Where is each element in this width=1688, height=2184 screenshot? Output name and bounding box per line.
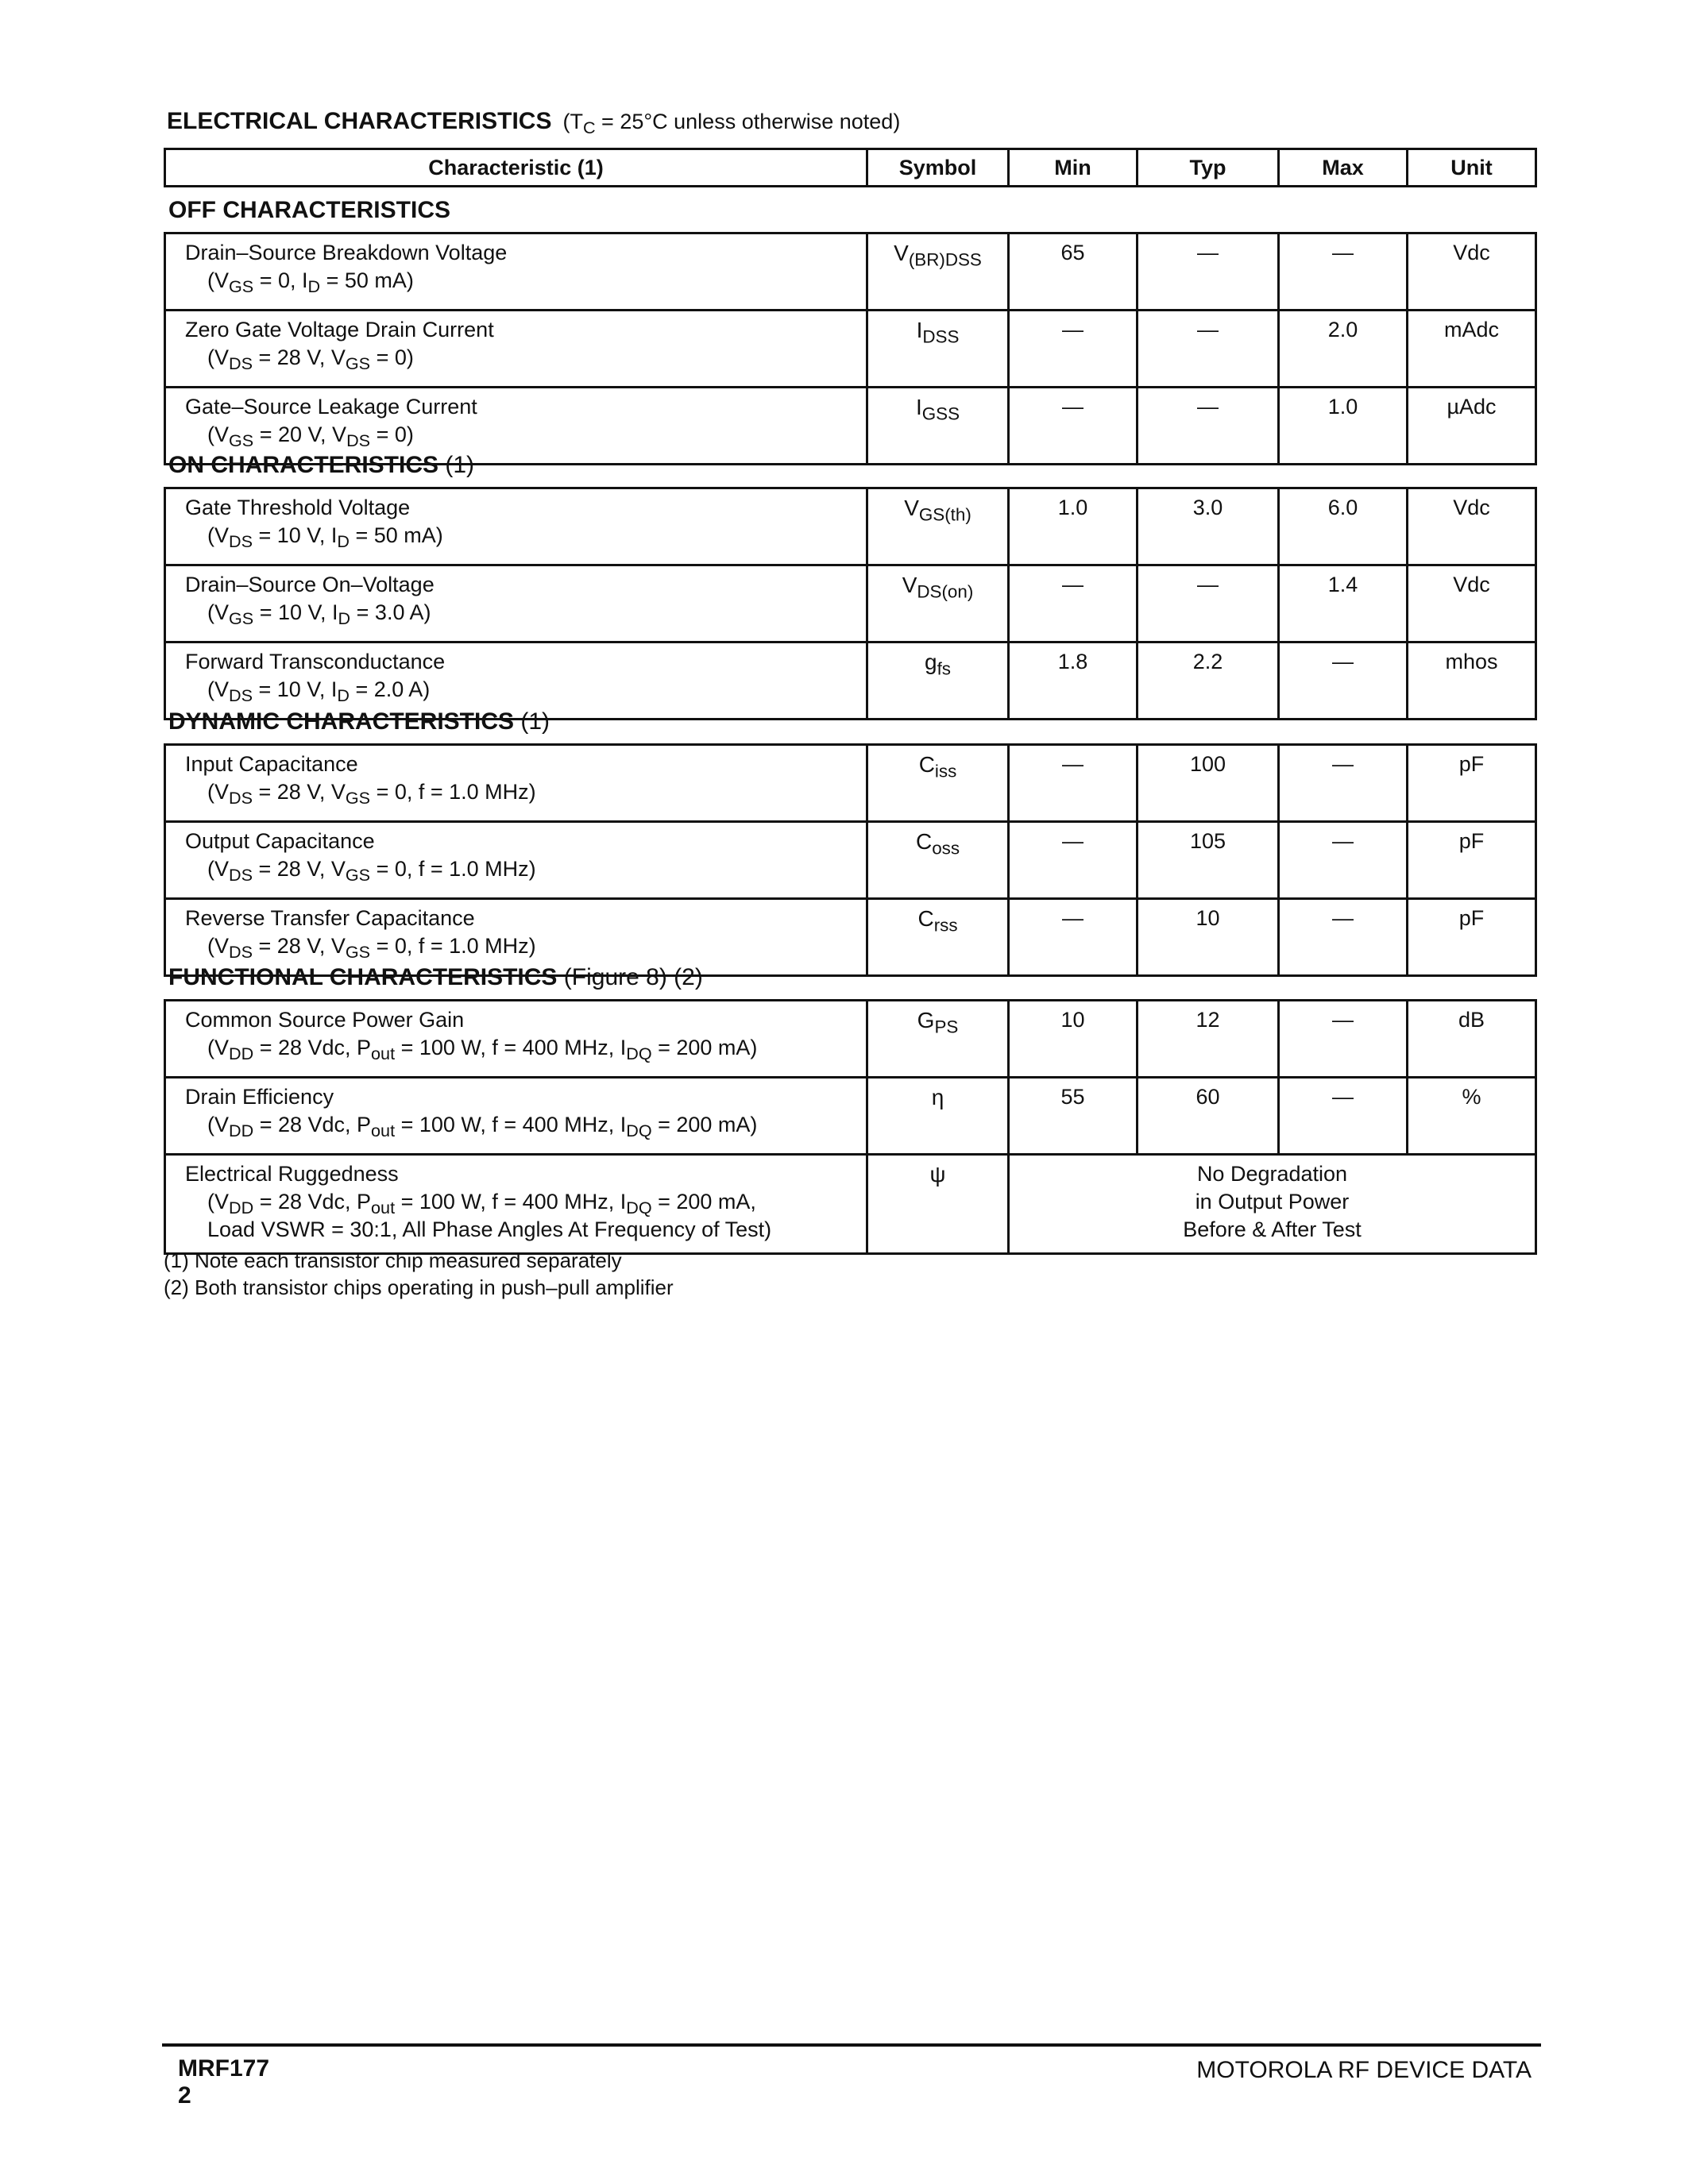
row-name: Common Source Power Gain xyxy=(185,1008,465,1032)
max-cell: — xyxy=(1279,822,1408,899)
unit-cell: Vdc xyxy=(1408,488,1536,565)
header-table xyxy=(164,148,1537,187)
max-cell: 2.0 xyxy=(1279,311,1408,388)
test-conditions: ($V_{DS} = 10$ V, $I_D = 50$ mA) xyxy=(207,523,443,552)
max-cell: — xyxy=(1279,899,1408,976)
min-cell: — xyxy=(1009,822,1138,899)
max-cell: 6.0 xyxy=(1279,488,1408,565)
test-conditions: ($V_{GS} = 0$, $I_D = 50$ mA) xyxy=(207,268,414,297)
unit-cell: dB xyxy=(1408,1001,1536,1078)
unit-cell: pF xyxy=(1408,822,1536,899)
row-name: Output Capacitance xyxy=(185,829,375,853)
row-name: Electrical Ruggedness xyxy=(185,1162,399,1186)
max-cell: 1.4 xyxy=(1279,565,1408,642)
row-name: Drain Efficiency xyxy=(185,1085,334,1109)
section-title-dynamic: DYNAMIC CHARACTERISTICS (1) xyxy=(168,708,550,735)
symbol-cell: $G_{PS}$ xyxy=(867,1001,1009,1078)
unit-cell: Vdc xyxy=(1408,233,1536,311)
symbol-cell: $I_{GSS}$ xyxy=(867,388,1009,465)
min-cell: — xyxy=(1009,745,1138,822)
unit-cell: mAdc xyxy=(1408,311,1536,388)
col-characteristic: Characteristic (1) xyxy=(165,149,867,187)
test-conditions: ($V_{DS} = 28$ V, $V_{GS} = 0$, f = 1.0 MHz) xyxy=(207,934,536,963)
col-unit: Unit xyxy=(1408,149,1536,187)
max-cell: — xyxy=(1279,233,1408,311)
min-cell: — xyxy=(1009,388,1138,465)
row-name: Reverse Transfer Capacitance xyxy=(185,906,475,930)
footer-divider xyxy=(162,2043,1541,2047)
col-min: Min xyxy=(1009,149,1138,187)
max-cell: — xyxy=(1279,642,1408,720)
col-typ: Typ xyxy=(1138,149,1279,187)
unit-cell: µAdc xyxy=(1408,388,1536,465)
test-conditions: ($V_{DD} = 28$ Vdc, $P_{out} = 100$ W, f = 400 MHz, $I_{DQ} = 200$ mA, xyxy=(207,1190,756,1218)
typ-cell: 105 xyxy=(1138,822,1279,899)
row-name: Drain–Source Breakdown Voltage xyxy=(185,241,508,264)
row-name: Gate Threshold Voltage xyxy=(185,496,411,519)
min-cell: — xyxy=(1009,565,1138,642)
row-name: Drain–Source On–Voltage xyxy=(185,573,435,596)
table-header-row xyxy=(165,149,1536,187)
unit-cell: mhos xyxy=(1408,642,1536,720)
table-row xyxy=(165,822,1536,899)
test-conditions: ($V_{DS} = 28$ V, $V_{GS} = 0$, f = 1.0 MHz) xyxy=(207,857,536,886)
test-conditions: ($V_{DS} = 28$ V, $V_{GS} = 0$) xyxy=(207,345,414,374)
section-title-on: ON CHARACTERISTICS (1) xyxy=(168,452,475,478)
unit-cell: Vdc xyxy=(1408,565,1536,642)
off-characteristics-table xyxy=(164,232,1537,465)
page-number: 2 xyxy=(178,2082,191,2109)
typ-cell: — xyxy=(1138,565,1279,642)
typ-cell: 2.2 xyxy=(1138,642,1279,720)
symbol-cell: $C_{oss}$ xyxy=(867,822,1009,899)
table-row xyxy=(165,745,1536,822)
symbol-cell: $I_{DSS}$ xyxy=(867,311,1009,388)
typ-cell: 3.0 xyxy=(1138,488,1279,565)
section-title-off: OFF CHARACTERISTICS xyxy=(168,197,450,223)
table-row xyxy=(165,488,1536,565)
table-row xyxy=(165,1155,1536,1254)
unit-cell: pF xyxy=(1408,899,1536,976)
typ-cell: 100 xyxy=(1138,745,1279,822)
section-title-functional: FUNCTIONAL CHARACTERISTICS (Figure 8) (2) xyxy=(168,964,703,990)
min-cell: — xyxy=(1009,311,1138,388)
test-conditions-line2: Load VSWR = 30:1, All Phase Angles At Frequency of Test) xyxy=(207,1217,772,1241)
functional-characteristics-table xyxy=(164,999,1537,1255)
row-name: Zero Gate Voltage Drain Current xyxy=(185,318,494,341)
symbol-cell: $C_{iss}$ xyxy=(867,745,1009,822)
row-name: Input Capacitance xyxy=(185,752,358,776)
max-cell: — xyxy=(1279,745,1408,822)
col-symbol: Symbol xyxy=(867,149,1009,187)
min-cell: 1.8 xyxy=(1009,642,1138,720)
min-cell: 10 xyxy=(1009,1001,1138,1078)
test-conditions: ($V_{GS} = 20$ V, $V_{DS} = 0$) xyxy=(207,423,414,451)
min-cell: 55 xyxy=(1009,1078,1138,1155)
footer-publisher: MOTOROLA RF DEVICE DATA xyxy=(1196,2057,1532,2083)
symbol-cell: $V_{DS(on)}$ xyxy=(867,565,1009,642)
test-conditions: ($V_{DD} = 28$ Vdc, $P_{out} = 100$ W, f = 400 MHz, $I_{DQ} = 200$ mA) xyxy=(207,1036,758,1064)
table-row xyxy=(165,1078,1536,1155)
unit-cell: pF xyxy=(1408,745,1536,822)
footnote-2: (2) Both transistor chips operating in push–pull amplifier xyxy=(164,1275,674,1299)
table-row xyxy=(165,565,1536,642)
footer-part-info xyxy=(178,2055,269,2109)
typ-cell: 60 xyxy=(1138,1078,1279,1155)
table-row xyxy=(165,1001,1536,1078)
row-name: Gate–Source Leakage Current xyxy=(185,395,477,419)
min-cell: 65 xyxy=(1009,233,1138,311)
typ-cell: — xyxy=(1138,233,1279,311)
typ-cell: 12 xyxy=(1138,1001,1279,1078)
unit-cell: % xyxy=(1408,1078,1536,1155)
max-cell: — xyxy=(1279,1078,1408,1155)
table-row xyxy=(165,233,1536,311)
min-cell: 1.0 xyxy=(1009,488,1138,565)
typ-cell: — xyxy=(1138,388,1279,465)
symbol-cell: η xyxy=(867,1078,1009,1155)
max-cell: 1.0 xyxy=(1279,388,1408,465)
typ-cell: — xyxy=(1138,311,1279,388)
test-conditions: ($V_{DS} = 10$ V, $I_D = 2.0$ A) xyxy=(207,677,431,706)
typ-cell: 10 xyxy=(1138,899,1279,976)
symbol-cell: ψ xyxy=(867,1155,1009,1254)
on-characteristics-table xyxy=(164,487,1537,720)
symbol-cell: $C_{rss}$ xyxy=(867,899,1009,976)
dynamic-characteristics-table xyxy=(164,743,1537,977)
footnote-1: (1) Note each transistor chip measured separately xyxy=(164,1248,622,1272)
symbol-cell: $V_{(BR)DSS}$ xyxy=(867,233,1009,311)
min-cell: — xyxy=(1009,899,1138,976)
symbol-cell: $g_{fs}$ xyxy=(867,642,1009,720)
part-number: MRF177 xyxy=(178,2055,270,2082)
table-row xyxy=(165,642,1536,720)
page-title: ELECTRICAL CHARACTERISTICS ($T_C = 25^\circ C$ unless otherwise noted) xyxy=(167,108,901,138)
max-cell: — xyxy=(1279,1001,1408,1078)
row-name: Forward Transconductance xyxy=(185,650,446,673)
test-conditions: ($V_{GS} = 10$ V, $I_D = 3.0$ A) xyxy=(207,600,431,629)
test-conditions: ($V_{DD} = 28$ Vdc, $P_{out} = 100$ W, f = 400 MHz, $I_{DQ} = 200$ mA) xyxy=(207,1113,758,1141)
col-max: Max xyxy=(1279,149,1408,187)
test-conditions: ($V_{DS} = 28$ V, $V_{GS} = 0$, f = 1.0 MHz) xyxy=(207,780,536,808)
ruggedness-result: No Degradation in Output Power Before & After Test xyxy=(1009,1155,1536,1254)
symbol-cell: $V_{GS(th)}$ xyxy=(867,488,1009,565)
table-row xyxy=(165,311,1536,388)
